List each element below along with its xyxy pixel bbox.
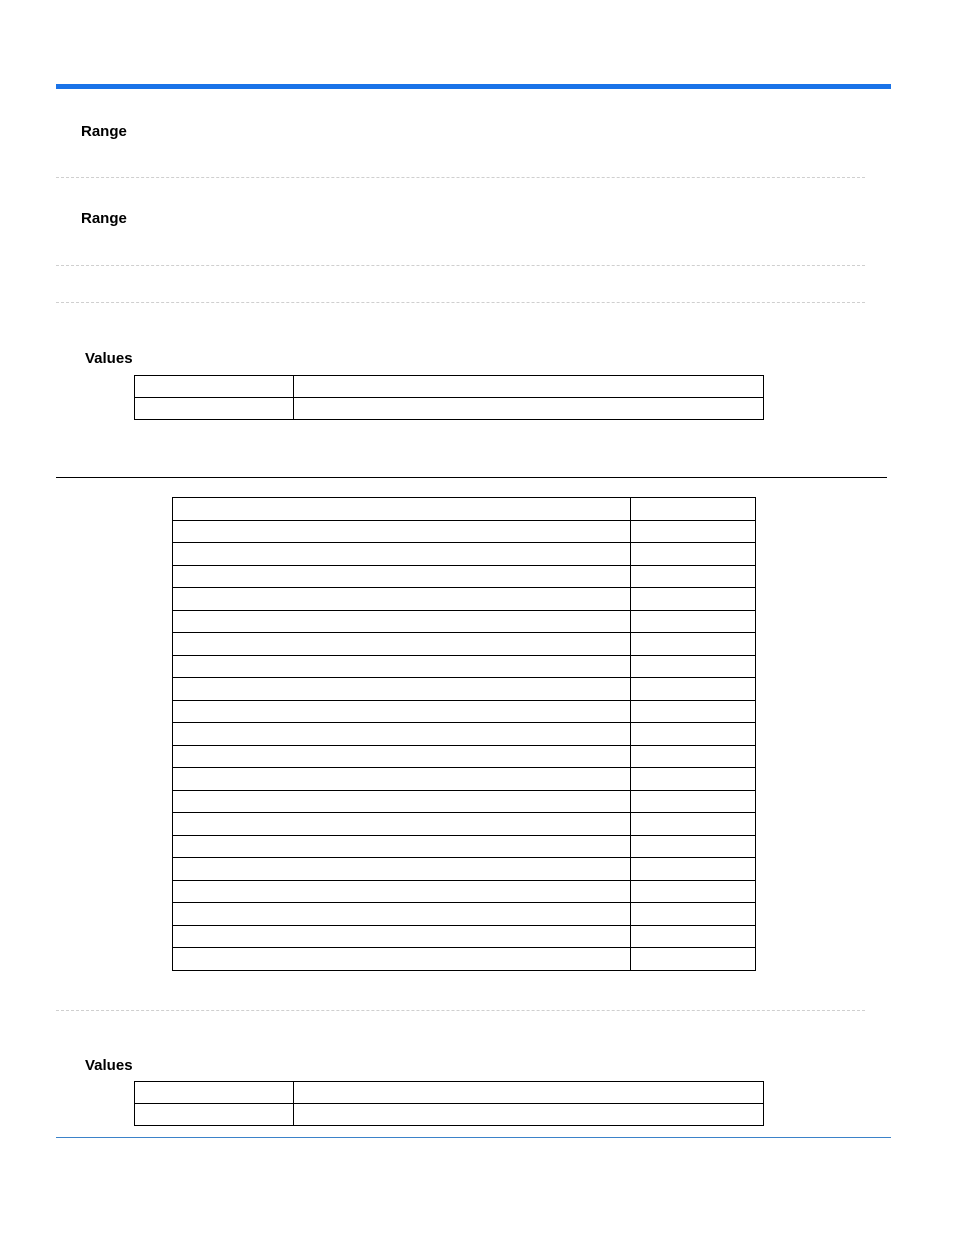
table-cell xyxy=(173,498,631,521)
table-cell xyxy=(631,745,756,768)
table-cell xyxy=(631,880,756,903)
table-cell xyxy=(631,498,756,521)
table-row xyxy=(173,858,756,881)
values-label-2: Values xyxy=(85,1057,133,1074)
table-cell xyxy=(173,588,631,611)
table-cell xyxy=(631,655,756,678)
table-row xyxy=(173,723,756,746)
table-row xyxy=(135,398,764,420)
footer-rule xyxy=(56,1137,891,1138)
section-divider-3 xyxy=(56,302,865,303)
table-cell xyxy=(631,723,756,746)
table-row xyxy=(173,903,756,926)
table-cell xyxy=(631,565,756,588)
table-cell xyxy=(631,835,756,858)
table-row xyxy=(173,745,756,768)
values-table-2 xyxy=(134,1081,764,1126)
values-table-1 xyxy=(134,375,764,420)
table-cell xyxy=(631,520,756,543)
table-cell xyxy=(631,633,756,656)
table-cell xyxy=(173,925,631,948)
table-row xyxy=(173,520,756,543)
table-row xyxy=(173,543,756,566)
table-cell xyxy=(631,790,756,813)
table-cell xyxy=(631,768,756,791)
table-row xyxy=(173,925,756,948)
table-row xyxy=(135,1082,764,1104)
table-cell xyxy=(294,1082,764,1104)
table-cell xyxy=(631,813,756,836)
table-cell xyxy=(173,610,631,633)
section-divider-1 xyxy=(56,177,865,178)
table-cell xyxy=(173,633,631,656)
table-row xyxy=(173,678,756,701)
table-row xyxy=(173,588,756,611)
table-cell xyxy=(631,858,756,881)
table-row xyxy=(173,655,756,678)
table-cell xyxy=(631,948,756,971)
table-cell xyxy=(173,700,631,723)
table-row xyxy=(173,813,756,836)
table-cell xyxy=(173,745,631,768)
table-cell xyxy=(135,376,294,398)
values-label-1: Values xyxy=(85,350,133,367)
table-cell xyxy=(173,520,631,543)
table-cell xyxy=(135,1082,294,1104)
table-row xyxy=(173,768,756,791)
table-cell xyxy=(294,398,764,420)
table-cell xyxy=(135,398,294,420)
table-cell xyxy=(173,948,631,971)
table-cell xyxy=(294,1104,764,1126)
table-row xyxy=(173,948,756,971)
range-label-2: Range xyxy=(81,210,127,227)
table-row xyxy=(173,610,756,633)
range-label-1: Range xyxy=(81,123,127,140)
header-rule xyxy=(56,84,891,89)
section-divider-2 xyxy=(56,265,865,266)
table-cell xyxy=(631,700,756,723)
table-cell xyxy=(173,790,631,813)
table-row xyxy=(135,1104,764,1126)
table-cell xyxy=(173,835,631,858)
table-row xyxy=(173,633,756,656)
table-row xyxy=(173,790,756,813)
table-row xyxy=(135,376,764,398)
table-cell xyxy=(173,813,631,836)
section-divider-solid xyxy=(56,477,887,478)
table-cell xyxy=(294,376,764,398)
table-cell xyxy=(631,588,756,611)
table-cell xyxy=(173,565,631,588)
table-cell xyxy=(631,903,756,926)
table-row xyxy=(173,880,756,903)
table-cell xyxy=(173,678,631,701)
table-cell xyxy=(173,768,631,791)
table-cell xyxy=(173,543,631,566)
table-cell xyxy=(631,543,756,566)
table-row xyxy=(173,700,756,723)
main-table xyxy=(172,497,756,971)
table-cell xyxy=(173,903,631,926)
table-cell xyxy=(631,925,756,948)
section-divider-4 xyxy=(56,1010,865,1011)
table-cell xyxy=(173,880,631,903)
table-cell xyxy=(173,723,631,746)
table-cell xyxy=(135,1104,294,1126)
table-cell xyxy=(173,858,631,881)
table-cell xyxy=(631,678,756,701)
table-cell xyxy=(173,655,631,678)
table-row xyxy=(173,835,756,858)
table-row xyxy=(173,565,756,588)
table-row xyxy=(173,498,756,521)
table-cell xyxy=(631,610,756,633)
